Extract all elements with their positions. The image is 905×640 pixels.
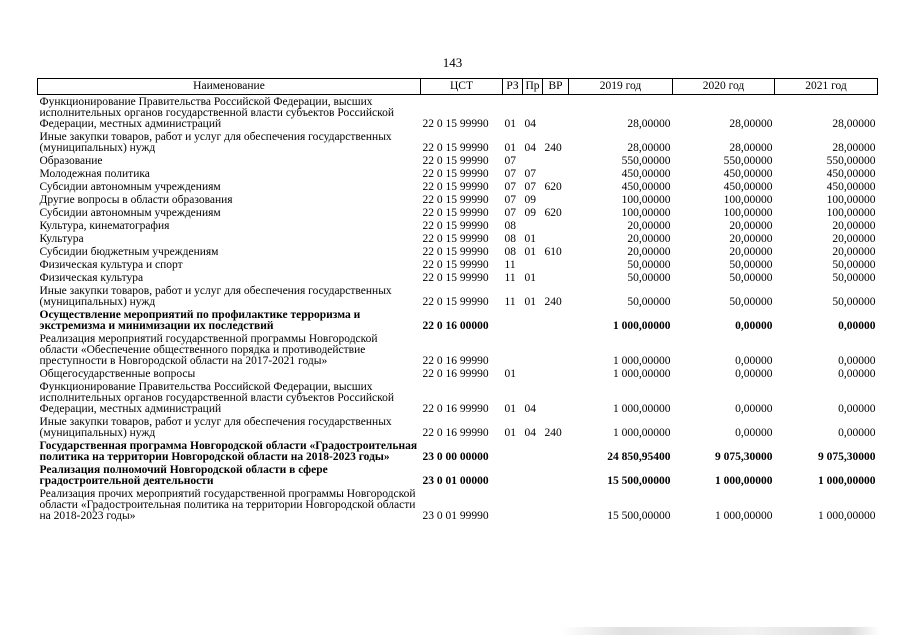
cell-vr: 620 [544, 181, 562, 193]
cell-cst: 22 0 15 99990 [422, 181, 489, 193]
table-row [38, 193, 878, 206]
cell-y2021: 28,00000 [832, 142, 876, 154]
cell-cst: 23 0 01 00000 [422, 475, 489, 487]
cell-y2019: 450,00000 [621, 168, 671, 180]
cell-vr [543, 308, 569, 332]
cell-cst: 22 0 15 99990 [422, 168, 489, 180]
cell-cst: 23 0 00 00000 [422, 451, 489, 463]
cell-y2020: 28,00000 [729, 142, 773, 154]
cell-y2021: 100,00000 [826, 194, 876, 206]
header-2019: 2019 год [569, 79, 673, 95]
table-row [38, 180, 878, 193]
cell-rz [503, 332, 523, 367]
cell-y2019: 15 500,00000 [607, 475, 671, 487]
cell-vr: 610 [544, 246, 562, 258]
cell-name: Государственная программа Новгородской области «Градостроительная политика на территории Новгородской области на 2018-2023 годы» [39, 440, 418, 463]
cell-y2020: 9 075,30000 [715, 451, 773, 463]
cell-rz [503, 308, 523, 332]
table-row [38, 367, 878, 380]
cell-name: Функционирование Правительства Российской Федерации, высших исполнительных органов государственной власти субъектов Российской Федерации, местных администраций [39, 96, 395, 130]
cell-vr [543, 271, 569, 284]
cell-cst: 22 0 15 99990 [422, 233, 489, 245]
cell-y2019: 28,00000 [627, 118, 671, 130]
header-cst: ЦСТ [421, 79, 503, 95]
table-header-row [38, 79, 878, 95]
cell-name: Иные закупки товаров, работ и услуг для обеспечения государственных (муниципальных) нужд [39, 285, 392, 308]
cell-name: Субсидии бюджетным учреждениям [39, 246, 219, 258]
cell-pr [523, 219, 543, 232]
cell-pr: 07 [524, 168, 536, 180]
cell-rz: 07 [504, 155, 516, 167]
cell-y2021: 50,00000 [832, 259, 876, 271]
table-row [38, 258, 878, 271]
cell-vr [543, 380, 569, 415]
cell-pr: 01 [524, 296, 536, 308]
cell-y2019: 1 000,00000 [613, 368, 671, 380]
cell-y2019: 50,00000 [627, 259, 671, 271]
cell-cst: 22 0 15 99990 [422, 142, 489, 154]
cell-y2020: 0,00000 [735, 403, 773, 415]
table-row [38, 206, 878, 219]
cell-cst: 22 0 15 99990 [422, 246, 489, 258]
cell-y2019: 550,00000 [621, 155, 671, 167]
cell-y2021: 50,00000 [832, 272, 876, 284]
cell-pr: 01 [524, 272, 536, 284]
cell-y2019: 450,00000 [621, 181, 671, 193]
cell-cst: 22 0 16 99990 [422, 403, 489, 415]
table-row [38, 167, 878, 180]
cell-name: Другие вопросы в области образования [39, 194, 233, 206]
cell-y2019: 20,00000 [627, 233, 671, 245]
cell-cst: 22 0 15 99990 [422, 155, 489, 167]
cell-y2019: 1 000,00000 [613, 355, 671, 367]
cell-vr: 240 [544, 142, 562, 154]
cell-cst: 22 0 16 99990 [422, 427, 489, 439]
cell-vr: 620 [544, 207, 562, 219]
cell-rz: 11 [504, 296, 516, 308]
cell-y2020: 0,00000 [735, 320, 773, 332]
table-row [38, 284, 878, 308]
cell-y2020: 550,00000 [723, 155, 773, 167]
cell-y2020: 50,00000 [729, 272, 773, 284]
table-row [38, 95, 878, 131]
cell-rz: 11 [504, 272, 516, 284]
cell-cst: 22 0 15 99990 [422, 296, 489, 308]
cell-y2020: 20,00000 [729, 233, 773, 245]
cell-y2020: 1 000,00000 [715, 510, 773, 522]
cell-y2021: 450,00000 [826, 181, 876, 193]
cell-vr: 240 [544, 427, 562, 439]
cell-name: Иные закупки товаров, работ и услуг для обеспечения государственных (муниципальных) нужд [39, 131, 392, 154]
cell-y2020: 100,00000 [723, 194, 773, 206]
cell-y2019: 1 000,00000 [613, 320, 671, 332]
cell-y2021: 0,00000 [838, 403, 876, 415]
cell-rz: 01 [504, 403, 516, 415]
cell-y2021: 20,00000 [832, 246, 876, 258]
cell-pr: 09 [524, 194, 536, 206]
cell-cst: 22 0 16 99990 [422, 368, 489, 380]
table-row [38, 380, 878, 415]
cell-vr [543, 232, 569, 245]
cell-y2020: 28,00000 [729, 118, 773, 130]
cell-pr [523, 308, 543, 332]
page-number: 143 [442, 55, 463, 70]
cell-name: Общегосударственные вопросы [39, 368, 196, 380]
cell-rz: 07 [504, 194, 516, 206]
cell-rz: 01 [504, 142, 516, 154]
cell-y2020: 50,00000 [729, 296, 773, 308]
cell-name: Субсидии автономным учреждениям [39, 181, 221, 193]
cell-rz: 08 [504, 220, 516, 232]
cell-y2021: 9 075,30000 [818, 451, 876, 463]
cell-y2019: 28,00000 [627, 142, 671, 154]
cell-vr [543, 193, 569, 206]
cell-y2020: 50,00000 [729, 259, 773, 271]
cell-vr [543, 219, 569, 232]
cell-rz: 01 [504, 368, 516, 380]
table-row [38, 463, 878, 487]
cell-pr [523, 439, 543, 463]
table-row [38, 415, 878, 439]
cell-y2021: 1 000,00000 [818, 475, 876, 487]
cell-y2019: 20,00000 [627, 246, 671, 258]
cell-pr: 04 [524, 142, 536, 154]
cell-pr [523, 258, 543, 271]
cell-rz: 08 [504, 233, 516, 245]
header-pr: Пр [523, 79, 543, 95]
cell-pr [523, 487, 543, 522]
cell-y2020: 0,00000 [735, 355, 773, 367]
cell-name: Функционирование Правительства Российской Федерации, высших исполнительных органов государственной власти субъектов Российской Федерации, местных администраций [39, 381, 395, 415]
cell-vr: 240 [544, 296, 562, 308]
cell-cst: 22 0 16 99990 [422, 355, 489, 367]
table-row [38, 332, 878, 367]
cell-rz: 01 [504, 427, 516, 439]
cell-pr: 09 [524, 207, 536, 219]
cell-y2020: 20,00000 [729, 220, 773, 232]
cell-y2019: 15 500,00000 [607, 510, 671, 522]
cell-vr [543, 167, 569, 180]
cell-y2019: 100,00000 [621, 207, 671, 219]
cell-vr [543, 154, 569, 167]
header-vr: ВР [543, 79, 569, 95]
header-2021: 2021 год [775, 79, 878, 95]
cell-pr: 04 [524, 118, 536, 130]
cell-y2021: 1 000,00000 [818, 510, 876, 522]
cell-y2020: 1 000,00000 [715, 475, 773, 487]
cell-name: Образование [39, 155, 103, 167]
header-name: Наименование [38, 79, 421, 95]
cell-name: Физическая культура и спорт [39, 259, 183, 271]
table-row [38, 439, 878, 463]
cell-pr [523, 332, 543, 367]
cell-cst: 22 0 15 99990 [422, 194, 489, 206]
header-rz: РЗ [503, 79, 523, 95]
cell-y2021: 20,00000 [832, 233, 876, 245]
cell-rz: 07 [504, 181, 516, 193]
cell-y2019: 24 850,95400 [607, 451, 671, 463]
cell-y2019: 1 000,00000 [613, 427, 671, 439]
cell-vr [543, 439, 569, 463]
cell-y2020: 20,00000 [729, 246, 773, 258]
cell-cst: 22 0 15 99990 [422, 259, 489, 271]
cell-y2021: 20,00000 [832, 220, 876, 232]
cell-rz [503, 463, 523, 487]
cell-y2019: 100,00000 [621, 194, 671, 206]
cell-vr [543, 487, 569, 522]
cell-rz: 07 [504, 168, 516, 180]
cell-pr: 04 [524, 403, 536, 415]
cell-y2021: 0,00000 [838, 355, 876, 367]
table-row [38, 130, 878, 154]
cell-name: Реализация прочих мероприятий государственной программы Новгородской области «Градостроительная политика на территории Новгородской области на 2018-2023 годы» [39, 488, 416, 522]
cell-pr: 01 [524, 246, 536, 258]
cell-y2021: 0,00000 [838, 320, 876, 332]
cell-rz [503, 487, 523, 522]
cell-vr [543, 463, 569, 487]
table-row [38, 271, 878, 284]
cell-cst: 22 0 15 99990 [422, 220, 489, 232]
cell-vr [543, 258, 569, 271]
table-row [38, 487, 878, 522]
cell-y2020: 0,00000 [735, 368, 773, 380]
cell-y2020: 0,00000 [735, 427, 773, 439]
cell-vr [543, 332, 569, 367]
cell-cst: 22 0 15 99990 [422, 118, 489, 130]
cell-pr: 04 [524, 427, 536, 439]
cell-y2021: 50,00000 [832, 296, 876, 308]
cell-name: Реализация мероприятий государственной программы Новгородской области «Обеспечение общественного порядка и противодействие преступности в Новгородской области на 2017-2021 годы» [39, 333, 378, 367]
cell-pr [523, 367, 543, 380]
table-row [38, 308, 878, 332]
cell-rz [503, 439, 523, 463]
cell-pr [523, 463, 543, 487]
cell-pr: 01 [524, 233, 536, 245]
cell-vr [543, 367, 569, 380]
cell-rz: 01 [504, 118, 516, 130]
scan-artifact [560, 627, 880, 635]
table-row [38, 232, 878, 245]
cell-pr: 07 [524, 181, 536, 193]
table-row [38, 154, 878, 167]
cell-y2021: 0,00000 [838, 427, 876, 439]
cell-name: Осуществление мероприятий по профилактике терроризма и экстремизма и минимизации их последствий [39, 309, 361, 332]
cell-y2019: 50,00000 [627, 272, 671, 284]
budget-table [37, 78, 878, 522]
cell-name: Культура, кинематография [39, 220, 170, 232]
cell-name: Культура [39, 233, 84, 245]
cell-rz: 07 [504, 207, 516, 219]
cell-name: Физическая культура [39, 272, 144, 284]
cell-y2020: 450,00000 [723, 168, 773, 180]
cell-y2021: 100,00000 [826, 207, 876, 219]
cell-cst: 22 0 16 00000 [422, 320, 489, 332]
cell-vr [543, 95, 569, 131]
cell-name: Молодежная политика [39, 168, 150, 180]
cell-y2019: 20,00000 [627, 220, 671, 232]
cell-rz: 11 [504, 259, 516, 271]
cell-y2021: 0,00000 [838, 368, 876, 380]
cell-cst: 23 0 01 99990 [422, 510, 489, 522]
header-2020: 2020 год [673, 79, 775, 95]
table-row [38, 219, 878, 232]
cell-name: Реализация полномочий Новгородской области в сфере градостроительной деятельности [39, 464, 328, 487]
cell-y2020: 100,00000 [723, 207, 773, 219]
table-row [38, 245, 878, 258]
cell-y2021: 450,00000 [826, 168, 876, 180]
cell-cst: 22 0 15 99990 [422, 207, 489, 219]
cell-y2021: 550,00000 [826, 155, 876, 167]
cell-cst: 22 0 15 99990 [422, 272, 489, 284]
cell-y2020: 450,00000 [723, 181, 773, 193]
cell-y2021: 28,00000 [832, 118, 876, 130]
cell-pr [523, 154, 543, 167]
cell-y2019: 50,00000 [627, 296, 671, 308]
cell-name: Субсидии автономным учреждениям [39, 207, 221, 219]
cell-rz: 08 [504, 246, 516, 258]
cell-y2019: 1 000,00000 [613, 403, 671, 415]
cell-name: Иные закупки товаров, работ и услуг для обеспечения государственных (муниципальных) нужд [39, 416, 392, 439]
table-body [38, 95, 878, 523]
